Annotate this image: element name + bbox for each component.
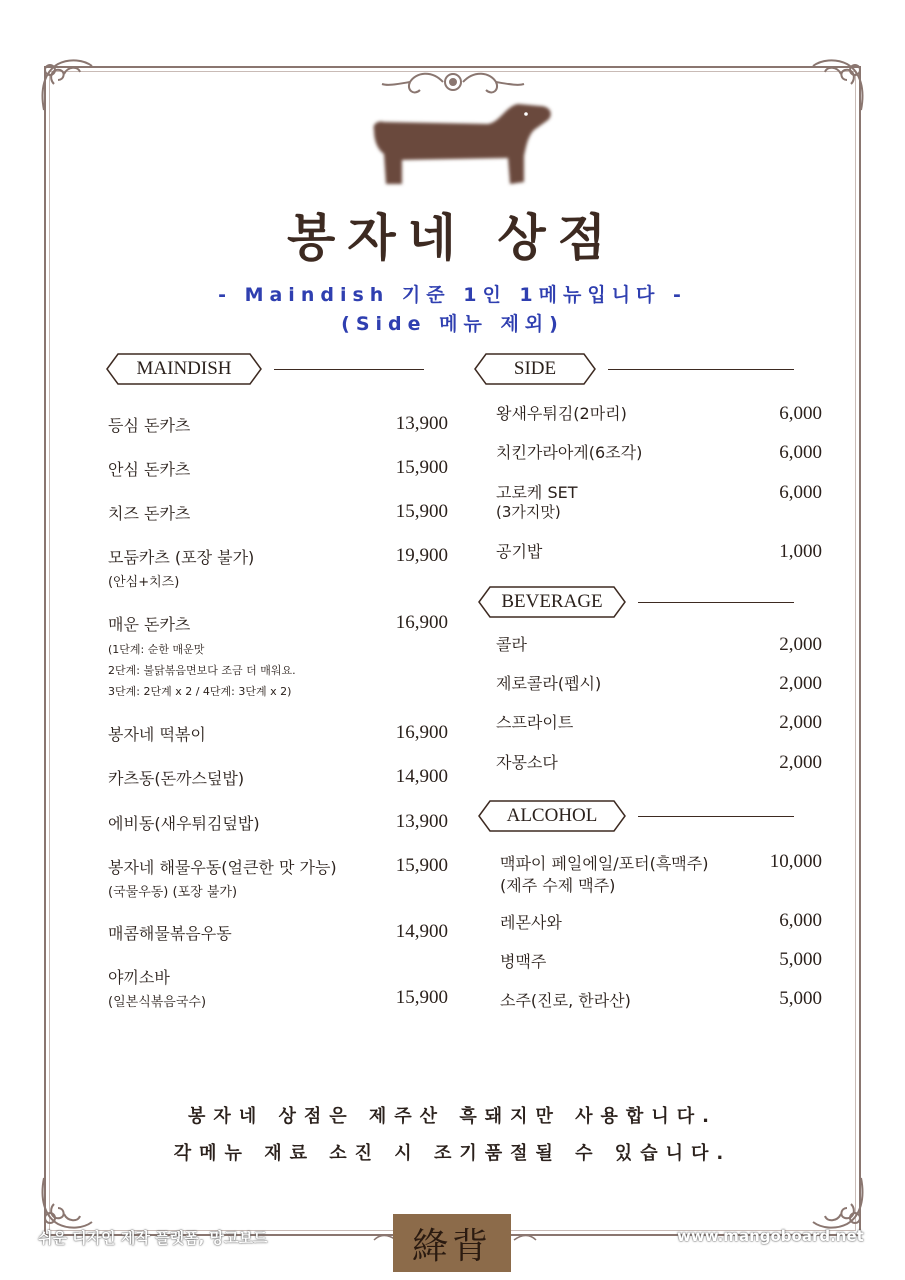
menu-item-name: 왕새우튀김(2마리) [496,404,627,423]
menu-item-note: 3단계: 2단계 x 2 / 4단계: 3단계 x 2) [108,685,292,698]
menu-item [108,766,448,790]
menu-item [496,710,822,734]
menu-item-name: 소주(진로, 한라산) [500,991,631,1010]
menu-item-note: (제주 수제 맥주) [500,876,616,895]
menu-item-note: (일본식볶음국수) [108,995,207,1010]
menu-item-price: 2,000 [779,712,822,733]
menu-item [496,632,822,656]
subtitle-exception: (Side 메뉴 제외) [341,313,564,335]
menu-item-price: 15,900 [395,457,448,478]
menu-item-name: 매운 돈카츠 [108,615,191,634]
menu-item-price: 19,900 [395,545,448,566]
watermark-left: 쉬운 디자인 제작 플랫폼, 망고보드 [38,1229,268,1247]
menu-item [496,750,822,774]
menu-item-price: 15,900 [395,501,448,522]
footer-pork-notice: 봉자네 상점은 제주산 흑돼지만 사용합니다. [188,1106,717,1127]
menu-item [108,457,448,481]
menu-item [108,545,448,591]
section-header-beverage [478,586,794,618]
section-header-maindish [106,353,424,385]
menu-item [108,501,448,525]
section-divider [638,816,794,817]
menu-item-name: 병맥주 [500,952,547,971]
menu-item-price: 14,900 [395,766,448,787]
menu-item [108,612,448,702]
menu-item-note: 2단계: 불닭볶음면보다 조금 더 매워요. [108,664,296,677]
section-divider [638,602,794,603]
footer-soldout-notice: 각메뉴 재료 소진 시 조기품절될 수 있습니다. [173,1143,732,1164]
menu-item-name: 레몬사와 [500,913,562,932]
menu-item-price: 16,900 [395,612,448,633]
menu-item-name: 공기밥 [496,542,543,561]
section-label-side: SIDE [513,358,557,379]
subtitle-rule: - Maindish 기준 1인 1메뉴입니다 - [218,284,687,306]
menu-item-name: 스프라이트 [496,713,574,732]
menu-item-price: 6,000 [779,442,822,463]
corner-ornament-icon [809,54,871,116]
menu-item-name: 제로콜라(펩시) [496,674,602,693]
section-label-maindish: MAINDISH [136,358,232,379]
menu-item-price: 6,000 [779,403,822,424]
menu-item-name: 안심 돈카츠 [108,460,191,479]
menu-item-name: 에비동(새우튀김덮밥) [108,814,260,833]
section-label-beverage: BEVERAGE [501,591,603,612]
menu-item [500,988,822,1012]
menu-item [500,851,822,897]
page-title: 봉자네 상점 [287,209,618,267]
menu-item-note: (안심+치즈) [108,575,180,590]
menu-item-note: (1단계: 순한 매운맛 [108,643,205,656]
menu-item-note: (국물우동) (포장 불가) [108,885,238,900]
menu-item [108,855,448,901]
menu-item-name: 봉자네 해물우동(얼큰한 맛 가능) [108,858,337,877]
menu-item-name: 고로케 SET [496,483,578,502]
section-label-alcohol: ALCOHOL [506,805,598,826]
menu-item-price: 1,000 [779,541,822,562]
menu-item-price: 5,000 [779,949,822,970]
menu-item-name: 모둠카츠 (포장 불가) [108,548,255,567]
menu-item-price: 5,000 [779,988,822,1009]
menu-item-note: (3가지맛) [496,503,561,521]
section-divider [608,369,794,370]
menu-item [500,910,822,934]
menu-item [108,413,448,437]
menu-item-price: 10,000 [769,851,822,872]
section-header-side [474,353,794,385]
menu-item-price: 2,000 [779,752,822,773]
menu-item [108,921,448,945]
section-divider [274,369,424,370]
menu-item-name: 콜라 [496,635,527,654]
menu-item-price: 15,900 [395,855,448,876]
menu-item-price: 6,000 [779,482,822,503]
menu-item-name: 맥파이 페일에일/포터(흑맥주) [500,854,709,873]
menu-item-name: 치즈 돈카츠 [108,504,191,523]
corner-ornament-icon [34,54,96,116]
dachshund-logo-icon [368,96,554,188]
menu-item [108,722,448,746]
corner-ornament-icon [34,1172,96,1234]
menu-item-name: 카츠동(돈까스덮밥) [108,769,245,788]
section-header-alcohol [478,800,794,832]
menu-item [496,539,822,563]
menu-item-name: 등심 돈카츠 [108,416,191,435]
bottom-flourish-icon [512,1232,538,1246]
menu-item-name: 치킨가라아게(6조각) [496,443,643,462]
menu-item-price: 15,900 [395,987,448,1008]
menu-item-price: 16,900 [395,722,448,743]
menu-item-price: 2,000 [779,634,822,655]
corner-ornament-icon [809,1172,871,1234]
menu-item [496,480,822,526]
menu-item-price: 2,000 [779,673,822,694]
menu-item-price: 14,900 [395,921,448,942]
menu-item [500,949,822,973]
menu-item-price: 13,900 [395,811,448,832]
menu-item [496,401,822,425]
menu-item-name: 야끼소바 [108,968,170,987]
menu-item-price: 6,000 [779,910,822,931]
seal-logo: 絳背 [393,1214,511,1272]
menu-item [108,811,448,835]
menu-item [108,965,448,1013]
menu-item-name: 자몽소다 [496,753,558,772]
menu-item [496,440,822,464]
watermark-right: www.mangoboard.net [677,1227,864,1245]
menu-item-name: 매콤해물볶음우동 [108,924,232,943]
menu-item [496,671,822,695]
menu-item-price: 13,900 [395,413,448,434]
menu-item-name: 봉자네 떡볶이 [108,725,206,744]
